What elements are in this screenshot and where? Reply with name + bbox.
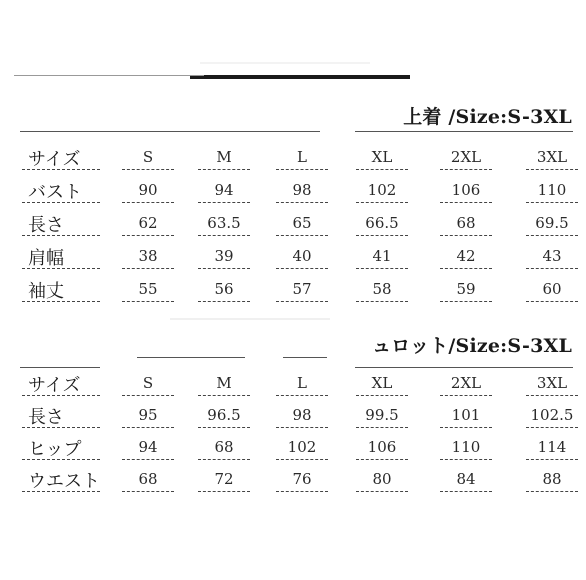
cell-dash	[198, 395, 250, 396]
column-header: M	[216, 374, 232, 392]
top-divider-line	[14, 75, 204, 76]
cell-dash	[198, 169, 250, 170]
table-cell: 62	[138, 214, 158, 232]
faint-decor	[200, 62, 370, 64]
table-cell: 68	[214, 438, 234, 456]
row-dash	[22, 169, 100, 170]
column-header: M	[216, 148, 232, 166]
cell-dash	[356, 202, 408, 203]
table-cell: 102	[287, 438, 317, 456]
bottom-header-rule-right	[355, 367, 573, 368]
cell-dash	[198, 268, 250, 269]
cell-dash	[440, 235, 492, 236]
cell-dash	[440, 427, 492, 428]
cell-dash	[198, 235, 250, 236]
cell-dash	[526, 235, 578, 236]
top-header-rule-left	[20, 131, 320, 132]
bottom-header-rule-1	[137, 357, 245, 358]
row-label: 長さ	[28, 407, 64, 428]
cell-dash	[276, 268, 328, 269]
cell-dash	[122, 169, 174, 170]
row-label: バスト	[28, 182, 82, 203]
cell-dash	[276, 459, 328, 460]
cell-dash	[440, 395, 492, 396]
table-cell: 114	[537, 438, 567, 456]
table-cell: 41	[372, 247, 392, 265]
cell-dash	[356, 169, 408, 170]
cell-dash	[440, 268, 492, 269]
column-header: S	[142, 148, 154, 166]
cell-dash	[356, 268, 408, 269]
top-header-rule-right	[355, 131, 573, 132]
table-cell: 58	[372, 280, 392, 298]
column-header: S	[142, 374, 154, 392]
cell-dash	[526, 301, 578, 302]
table-cell: 90	[138, 181, 158, 199]
table-cell: 110	[451, 438, 481, 456]
cell-dash	[440, 459, 492, 460]
bottom-table-heading: ュロット/Size:S-3XL	[371, 335, 572, 357]
column-header-size: サイズ	[28, 149, 81, 170]
row-dash	[22, 491, 100, 492]
table-cell: 110	[537, 181, 567, 199]
table-cell: 43	[542, 247, 562, 265]
table-cell: 98	[292, 181, 312, 199]
cell-dash	[122, 235, 174, 236]
cell-dash	[526, 395, 578, 396]
table-cell: 102.5	[530, 406, 574, 424]
cell-dash	[276, 202, 328, 203]
cell-dash	[276, 235, 328, 236]
cell-dash	[198, 491, 250, 492]
cell-dash	[356, 301, 408, 302]
cell-dash	[440, 169, 492, 170]
cell-dash	[122, 202, 174, 203]
cell-dash	[356, 395, 408, 396]
cell-dash	[198, 301, 250, 302]
row-label: 肩幅	[28, 248, 64, 269]
table-cell: 56	[214, 280, 234, 298]
table-cell: 68	[138, 470, 158, 488]
top-accent-bar	[190, 75, 410, 79]
cell-dash	[122, 427, 174, 428]
table-cell: 55	[138, 280, 158, 298]
table-cell: 72	[214, 470, 234, 488]
cell-dash	[276, 491, 328, 492]
cell-dash	[122, 268, 174, 269]
cell-dash	[198, 427, 250, 428]
table-cell: 94	[138, 438, 158, 456]
cell-dash	[122, 395, 174, 396]
row-label: 長さ	[28, 215, 64, 236]
row-dash	[22, 301, 100, 302]
cell-dash	[276, 169, 328, 170]
bottom-header-rule-2	[283, 357, 327, 358]
row-dash	[22, 202, 100, 203]
cell-dash	[526, 427, 578, 428]
table-cell: 98	[292, 406, 312, 424]
cell-dash	[356, 491, 408, 492]
table-cell: 63.5	[207, 214, 241, 232]
column-header: L	[297, 374, 307, 392]
table-cell: 68	[456, 214, 476, 232]
column-header: 2XL	[450, 374, 482, 392]
table-cell: 76	[292, 470, 312, 488]
table-cell: 66.5	[365, 214, 399, 232]
table-cell: 69.5	[535, 214, 569, 232]
table-cell: 102	[367, 181, 397, 199]
table-cell: 95	[138, 406, 158, 424]
row-dash	[22, 235, 100, 236]
column-header: L	[297, 148, 307, 166]
table-cell: 84	[456, 470, 476, 488]
column-header: XL	[371, 374, 393, 392]
cell-dash	[122, 301, 174, 302]
row-dash	[22, 268, 100, 269]
table-cell: 59	[456, 280, 476, 298]
top-table-heading: 上着 /Size:S-3XL	[403, 106, 572, 128]
row-label: 袖丈	[28, 281, 64, 302]
cell-dash	[440, 491, 492, 492]
table-cell: 38	[138, 247, 158, 265]
cell-dash	[122, 459, 174, 460]
table-cell: 101	[451, 406, 481, 424]
table-cell: 80	[372, 470, 392, 488]
cell-dash	[356, 427, 408, 428]
cell-dash	[526, 491, 578, 492]
cell-dash	[276, 427, 328, 428]
row-dash	[22, 459, 100, 460]
cell-dash	[526, 202, 578, 203]
cell-dash	[356, 459, 408, 460]
table-cell: 39	[214, 247, 234, 265]
table-cell: 88	[542, 470, 562, 488]
row-label: ウエスト	[28, 471, 100, 492]
table-cell: 96.5	[207, 406, 241, 424]
row-label: ヒップ	[28, 439, 82, 460]
table-cell: 94	[214, 181, 234, 199]
cell-dash	[122, 491, 174, 492]
column-header: 2XL	[450, 148, 482, 166]
cell-dash	[276, 301, 328, 302]
table-cell: 106	[367, 438, 397, 456]
faint-decor-2	[170, 318, 330, 320]
cell-dash	[526, 459, 578, 460]
table-cell: 65	[292, 214, 312, 232]
table-cell: 106	[451, 181, 481, 199]
row-dash	[22, 395, 100, 396]
cell-dash	[526, 169, 578, 170]
cell-dash	[440, 301, 492, 302]
table-cell: 99.5	[365, 406, 399, 424]
column-header: 3XL	[536, 148, 568, 166]
cell-dash	[198, 202, 250, 203]
table-cell: 40	[292, 247, 312, 265]
column-header: XL	[371, 148, 393, 166]
row-dash	[22, 427, 100, 428]
cell-dash	[198, 459, 250, 460]
cell-dash	[276, 395, 328, 396]
column-header: 3XL	[536, 374, 568, 392]
column-header-size: サイズ	[28, 375, 81, 396]
cell-dash	[356, 235, 408, 236]
table-cell: 42	[456, 247, 476, 265]
table-cell: 60	[542, 280, 562, 298]
table-cell: 57	[292, 280, 312, 298]
cell-dash	[526, 268, 578, 269]
cell-dash	[440, 202, 492, 203]
bottom-header-rule-left	[20, 367, 100, 368]
